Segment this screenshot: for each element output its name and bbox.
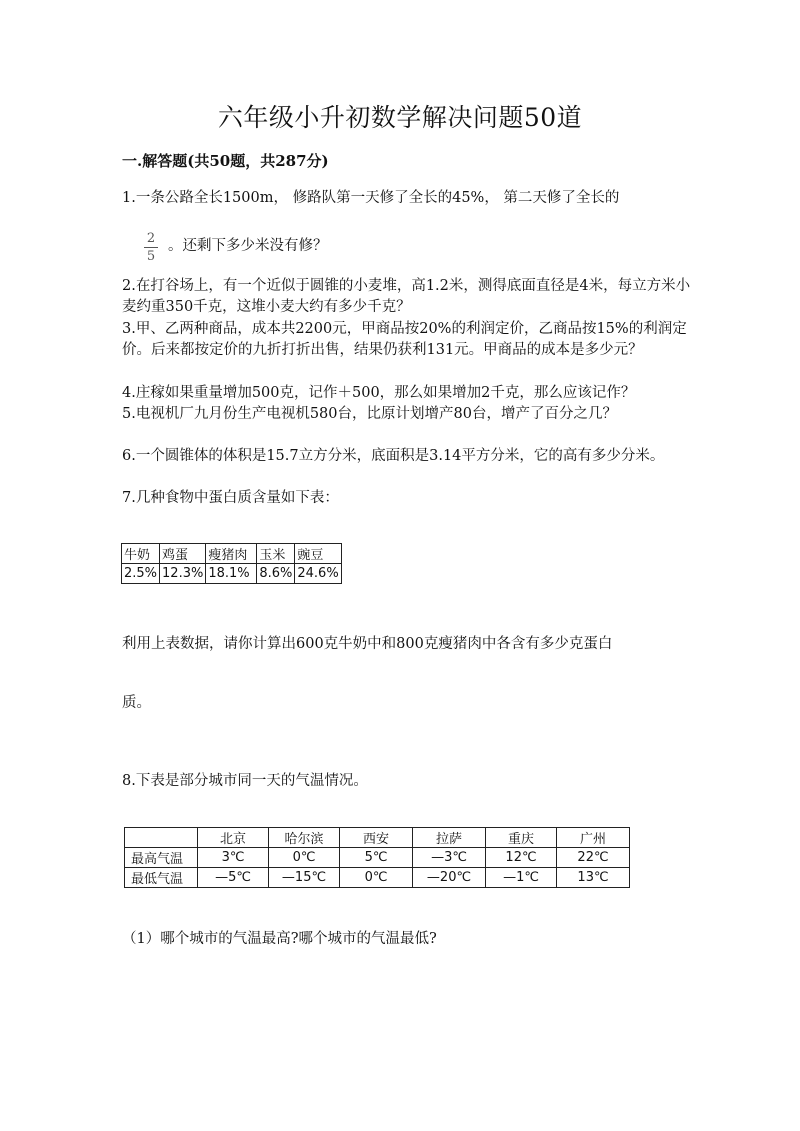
temperature-header-cell: 哈尔滨 — [269, 828, 340, 848]
page-title: 六年级小升初数学解决问题50道 — [217, 103, 583, 132]
temperature-header-cell — [125, 828, 198, 848]
question-4: 4.庄稼如果重量增加500克，记作＋500，那么如果增加2千克，那么应该记作？ — [122, 385, 636, 401]
protein-value-cell: 2.5% — [122, 564, 160, 584]
temperature-row-high — [125, 848, 630, 868]
question-5: 5.电视机厂九月份生产电视机580台，比原计划增产80台，增产了百分之几？ — [122, 406, 617, 422]
temperature-cell: 22℃ — [557, 848, 630, 868]
temperature-header-cell: 西安 — [340, 828, 413, 848]
section-heading: 一.解答题(共50题，共287分) — [122, 152, 329, 170]
fraction-denominator: 5 — [146, 249, 156, 264]
question-1-line1: 1.一条公路全长1500m， 修路队第一天修了全长的45%， 第二天修了全长的 — [122, 190, 620, 206]
protein-header-cell: 玉米 — [257, 544, 295, 564]
question-2: 2.在打谷场上，有一个近似于圆锥的小麦堆，高1.2米，测得底面直径是4米，每立方米小麦约重350千克，这堆小麦大约有多少千克？ — [122, 278, 691, 315]
protein-header-cell: 鸡蛋 — [160, 544, 206, 564]
temperature-table — [124, 827, 630, 888]
question-1-line2: 。还剩下多少米没有修？ — [168, 238, 328, 254]
fraction-bar — [144, 247, 158, 248]
temperature-cell: —1℃ — [486, 868, 557, 888]
temperature-cell: —15℃ — [269, 868, 340, 888]
temperature-cell: —3℃ — [413, 848, 486, 868]
question-7-text-line2: 质。 — [122, 695, 151, 711]
fraction-two-fifths — [144, 232, 158, 263]
question-3: 3.甲、乙两种商品，成本共2200元，甲商品按20%的利润定价，乙商品按15%的利润定价。后来都按定价的九折打折出售，结果仍获利131元。甲商品的成本是多少元？ — [122, 321, 687, 358]
protein-header-cell: 牛奶 — [122, 544, 160, 564]
protein-value-cell: 8.6% — [257, 564, 295, 584]
protein-table-header-row — [122, 544, 342, 564]
temperature-header-cell: 广州 — [557, 828, 630, 848]
question-8-intro: 8.下表是部分城市同一天的气温情况。 — [122, 773, 368, 789]
question-8-sub1: （1）哪个城市的气温最高?哪个城市的气温最低? — [122, 931, 437, 947]
protein-table-value-row — [122, 564, 342, 584]
protein-value-cell: 12.3% — [160, 564, 206, 584]
temperature-cell: —5℃ — [198, 868, 269, 888]
temperature-row-label: 最高气温 — [125, 848, 198, 868]
question-6: 6.一个圆锥体的体积是15.7立方分米，底面积是3.14平方分米，它的高有多少分米。 — [122, 448, 665, 464]
temperature-header-cell: 拉萨 — [413, 828, 486, 848]
temperature-row-low — [125, 868, 630, 888]
protein-value-cell: 24.6% — [295, 564, 341, 584]
temperature-header-row — [125, 828, 630, 848]
question-7-text-line1: 利用上表数据，请你计算出600克牛奶中和800克瘦猪肉中各含有多少克蛋白 — [122, 636, 613, 652]
question-7-intro: 7.几种食物中蛋白质含量如下表： — [122, 490, 339, 506]
temperature-cell: 3℃ — [198, 848, 269, 868]
protein-table — [121, 543, 342, 584]
temperature-header-cell: 北京 — [198, 828, 269, 848]
temperature-cell: 13℃ — [557, 868, 630, 888]
temperature-cell: 12℃ — [486, 848, 557, 868]
temperature-cell: 5℃ — [340, 848, 413, 868]
temperature-cell: 0℃ — [340, 868, 413, 888]
temperature-header-cell: 重庆 — [486, 828, 557, 848]
protein-value-cell: 18.1% — [206, 564, 257, 584]
temperature-cell: 0℃ — [269, 848, 340, 868]
fraction-numerator: 2 — [146, 231, 156, 246]
temperature-cell: —20℃ — [413, 868, 486, 888]
temperature-row-label: 最低气温 — [125, 868, 198, 888]
protein-header-cell: 豌豆 — [295, 544, 341, 564]
protein-header-cell: 瘦猪肉 — [206, 544, 257, 564]
